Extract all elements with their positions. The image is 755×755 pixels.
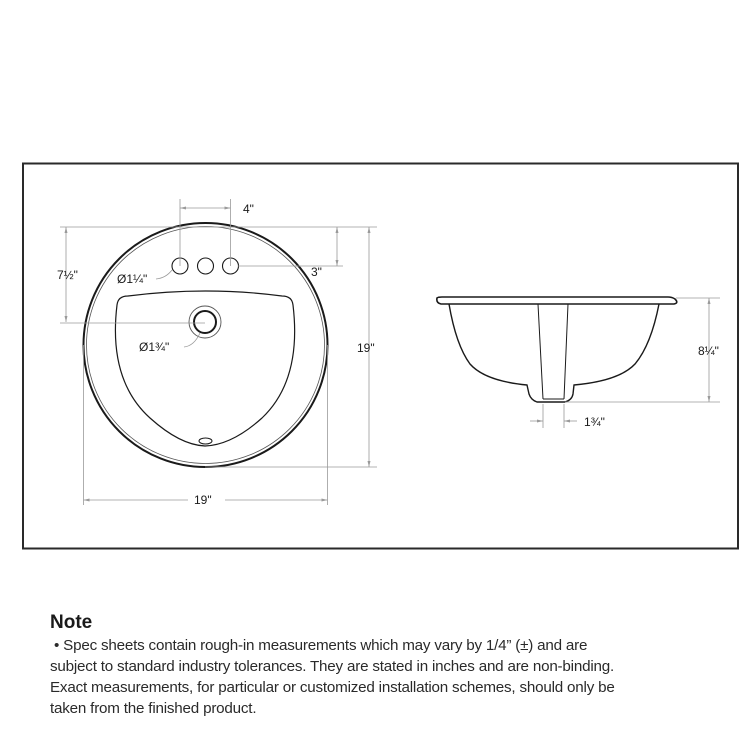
overflow-hole (199, 438, 212, 444)
dim-drain-diameter: Ø1¾" (139, 340, 170, 354)
dim-side-height: 8¼" (698, 344, 719, 358)
dim-side-drain-width: 1¾" (584, 415, 605, 429)
drain-inner (194, 311, 216, 333)
note-section (50, 612, 750, 719)
dim-width: 19" (194, 493, 212, 507)
dim-drain-offset: 7½" (57, 268, 78, 282)
faucet-hole-center (198, 258, 214, 274)
drawing-frame (23, 164, 738, 549)
side-rim (437, 297, 677, 304)
note-title: Note (50, 612, 93, 633)
inner-rim (87, 227, 325, 464)
side-bowl (449, 304, 659, 402)
basin-outline (115, 291, 294, 446)
note-line-1: • Spec sheets contain rough-in measurements which may vary by 1/4” (±) and are (50, 637, 588, 654)
dim-depth: 19" (357, 341, 375, 355)
dim-faucet-hole-diameter: Ø1¼" (117, 272, 148, 286)
note-line-2: subject to standard industry tolerances. They are stated in inches and are non-binding. (50, 658, 615, 675)
dim-faucet-hole-offset: 3" (311, 265, 322, 279)
side-view (437, 297, 720, 429)
note-line-4: taken from the finished product. (50, 700, 257, 717)
outer-rim (84, 223, 328, 467)
top-view (57, 199, 377, 507)
side-drain-pipe (538, 304, 568, 399)
note-line-3: Exact measurements, for particular or customized installation schemes, should only be (50, 679, 615, 696)
dim-faucet-spacing: 4" (243, 202, 254, 216)
